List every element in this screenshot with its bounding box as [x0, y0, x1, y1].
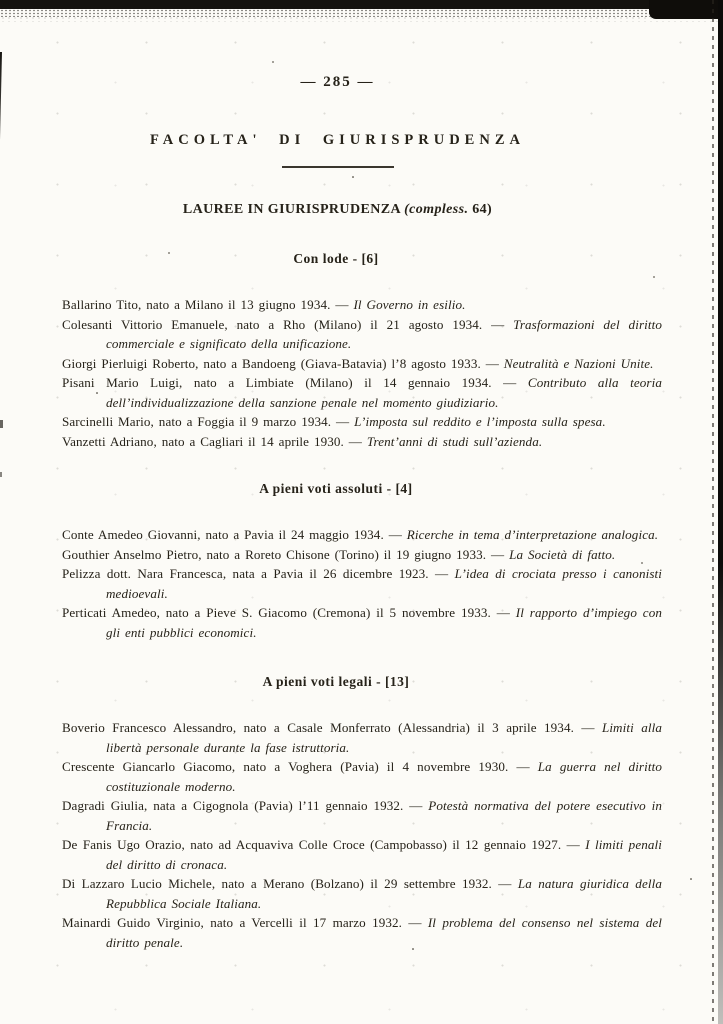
thesis-title: Il problema del consenso nel sistema del diritto penale.	[106, 915, 662, 950]
graduate-entry	[62, 796, 662, 835]
scan-edge-left-line	[0, 52, 2, 382]
faculty-title: FACOLTA' DI GIURISPRUDENZA	[150, 132, 525, 148]
thesis-title: La guerra nel diritto costituzionale moderno.	[106, 759, 662, 794]
graduate-info: Pelizza dott. Nara Francesca, nata a Pavia il 26 dicembre 1923. —	[62, 566, 455, 581]
thesis-title: L’imposta sul reddito e l’imposta sulla spesa.	[354, 414, 606, 429]
graduate-info: Giorgi Pierluigi Roberto, nato a Bandoeng (Giava-Batavia) l’8 agosto 1933. —	[62, 355, 504, 371]
thesis-title: Trent’anni di studi sull’azienda.	[366, 433, 543, 449]
graduate-info: Boverio Francesco Alessandro, nato a Casale Monferrato (Alessandria) il 3 aprile 1934. —	[62, 720, 602, 735]
graduate-info: Perticati Amedeo, nato a Pieve S. Giacomo (Cremona) il 5 novembre 1933. —	[62, 605, 516, 620]
graduate-list	[62, 718, 662, 952]
scan-edge-right	[718, 0, 723, 1024]
grade-section	[62, 481, 662, 642]
toner-speck	[653, 276, 655, 278]
graduate-info: Vanzetti Adriano, nato a Cagliari il 14 aprile 1930. —	[62, 433, 367, 449]
graduate-info: Ballarino Tito, nato a Milano il 13 giugno 1934. —	[62, 297, 354, 312]
thesis-title: La natura giuridica della Repubblica Sociale Italiana.	[106, 876, 662, 911]
scan-left-tick	[0, 472, 2, 477]
graduate-entry	[62, 564, 662, 603]
page-number: — 285 —	[300, 74, 375, 90]
grade-section	[62, 251, 662, 451]
graduate-entry	[62, 757, 662, 796]
graduate-info: Colesanti Vittorio Emanuele, nato a Rho (Milano) il 21 agosto 1934. —	[62, 316, 514, 332]
scan-left-tick	[0, 420, 3, 428]
graduate-entry	[62, 315, 662, 354]
grade-section	[62, 674, 662, 952]
scan-noise-top-faint	[0, 16, 723, 22]
graduate-entry	[62, 913, 662, 952]
thesis-title: Contributo alla teoria dell’individualizzazione della sanzione penale nel momento giudiziario.	[106, 375, 663, 410]
toner-speck	[641, 562, 643, 564]
page-header	[62, 0, 613, 218]
degree-heading	[62, 202, 613, 218]
thesis-title: Il rapporto d’impiego con gli enti pubblici economici.	[106, 605, 662, 640]
degree-heading-count: 64)	[468, 202, 493, 217]
title-rule	[282, 166, 394, 168]
thesis-title: Limiti alla libertà personale durante la fase istruttoria.	[106, 720, 662, 755]
graduate-entry	[62, 835, 662, 874]
thesis-title: Potestà normativa del potere esecutivo in Francia.	[106, 798, 662, 833]
graduate-info: Conte Amedeo Giovanni, nato a Pavia il 24 maggio 1934. —	[62, 527, 407, 542]
degree-heading-main: LAUREE IN GIURISPRUDENZA	[182, 202, 405, 217]
graduate-info: Mainardi Guido Virginio, nato a Vercelli il 17 marzo 1932. —	[62, 915, 428, 930]
graduate-info: Di Lazzaro Lucio Michele, nato a Merano (Bolzano) il 29 settembre 1932. —	[62, 876, 518, 891]
thesis-title: Trasformazioni del diritto commerciale e significato della unificazione.	[106, 316, 663, 351]
graduate-info: De Fanis Ugo Orazio, nato ad Acquaviva Colle Croce (Campobasso) il 12 gennaio 1927. —	[62, 837, 586, 852]
graduate-entry	[62, 718, 662, 757]
toner-speck	[272, 61, 274, 63]
thesis-title: Il Governo in esilio.	[353, 297, 466, 312]
graduate-entry	[62, 412, 662, 432]
toner-speck	[352, 176, 354, 178]
graduate-entry	[62, 603, 662, 642]
thesis-title: L’idea di crociata presso i canonisti medioevali.	[106, 566, 663, 601]
graduate-entry	[62, 373, 662, 412]
graduate-list	[62, 295, 662, 451]
graduate-info: Pisani Mario Luigi, nato a Limbiate (Milano) il 14 gennaio 1934. —	[62, 375, 528, 390]
toner-speck	[96, 392, 98, 394]
graduate-info: Sarcinelli Mario, nato a Foggia il 9 marzo 1934. —	[62, 414, 355, 429]
graduate-list	[62, 525, 662, 642]
degree-heading-compless: (compless.	[404, 202, 469, 217]
thesis-title: I limiti penali del diritto di cronaca.	[106, 837, 662, 872]
scan-binding-dashes	[712, 0, 714, 1024]
toner-speck	[168, 252, 170, 254]
thesis-title: La Società di fatto.	[509, 546, 616, 562]
toner-speck	[412, 948, 414, 950]
graduate-entry	[62, 545, 662, 565]
section-heading: A pieni voti legali - [13]	[262, 674, 410, 689]
thesis-title: Ricerche in tema d’interpretazione analogica.	[406, 527, 659, 542]
section-heading: A pieni voti assoluti - [4]	[259, 481, 413, 496]
section-heading: Con lode - [6]	[293, 251, 379, 266]
graduate-entry	[62, 525, 662, 545]
graduate-entry	[62, 874, 662, 913]
graduate-info: Crescente Giancarlo Giacomo, nato a Voghera (Pavia) il 4 novembre 1930. —	[62, 759, 538, 774]
graduate-entry	[62, 354, 662, 374]
toner-speck	[690, 878, 692, 880]
graduate-entry	[62, 295, 662, 315]
graduate-entry	[62, 432, 662, 452]
graduate-info: Gouthier Anselmo Pietro, nato a Roreto Chisone (Torino) il 19 giugno 1933. —	[62, 546, 510, 562]
thesis-title: Neutralità e Nazioni Unite.	[503, 355, 654, 371]
sections-container	[62, 251, 662, 952]
scan-edge-top	[0, 0, 723, 9]
graduate-info: Dagradi Giulia, nata a Cigognola (Pavia) l’11 gennaio 1932. —	[62, 798, 429, 813]
